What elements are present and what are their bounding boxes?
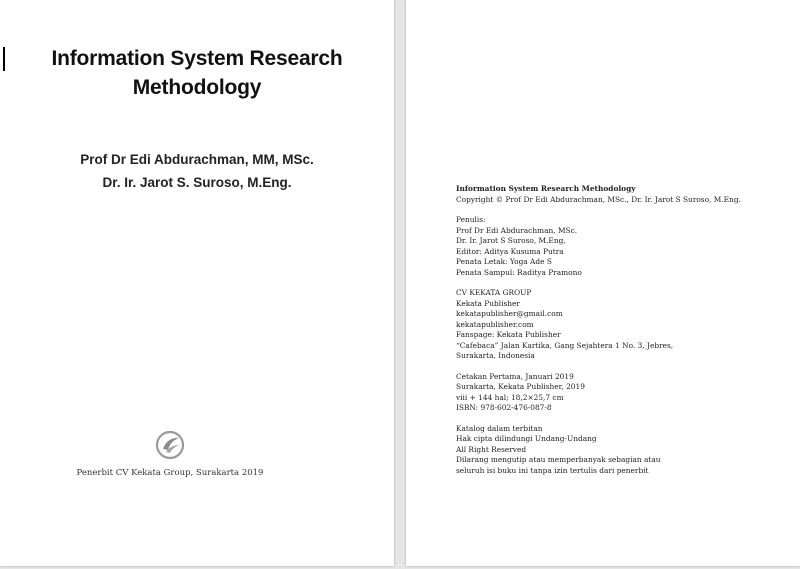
credits-block	[456, 215, 796, 278]
publisher-line: Fanspage: Kekata Publisher	[456, 330, 561, 339]
edition-line: ISBN: 978-602-476-087-8	[456, 403, 552, 412]
edition-line: Cetakan Pertama, Januari 2019	[456, 371, 574, 381]
publisher-line: Kekata Publisher	[456, 298, 520, 308]
edition-block	[456, 372, 796, 414]
edition-line: viii + 144 hal; 18,2×25,7 cm	[456, 392, 564, 402]
credit-line: Editor: Aditya Kusuma Putra	[456, 246, 564, 256]
publisher-line: “Cafebaca” Jalan Kartika, Gang Sejahtera 1 No. 3, Jebres,	[456, 340, 674, 350]
title-line-1: Information System Research	[51, 47, 343, 70]
right-page	[406, 0, 800, 566]
author-2: Dr. Ir. Jarot S. Suroso, M.Eng.	[102, 175, 292, 190]
colophon-heading: Information System Research Methodology	[456, 184, 636, 193]
credit-line: Dr. Ir. Jarot S Suroso, M.Eng,	[456, 236, 566, 245]
publisher-logo-icon	[155, 430, 185, 460]
credit-line: Penata Sampul: Raditya Pramono	[456, 267, 582, 277]
edition-line: Surakarta, Kekata Publisher, 2019	[456, 382, 585, 391]
credit-line: Prof Dr Edi Abdurachman, MSc.	[456, 225, 578, 235]
publisher-line: Surakarta, Indonesia	[456, 351, 535, 360]
publisher-line: CV KEKATA GROUP	[456, 288, 532, 297]
publisher-line: kekatapublisher.com	[456, 319, 534, 329]
left-page	[0, 0, 394, 566]
rights-block	[456, 424, 796, 477]
publisher-footer: Penerbit CV Kekata Group, Surakarta 2019	[76, 468, 264, 478]
author-list	[0, 148, 394, 194]
author-1: Prof Dr Edi Abdurachman, MM, MSc.	[80, 152, 314, 167]
rights-line: All Right Reserved	[456, 444, 527, 454]
rights-line: Katalog dalam terbitan	[456, 423, 543, 433]
colophon	[456, 184, 796, 486]
rights-line: Dilarang mengutip atau memperbanyak sebagian atau	[456, 455, 661, 464]
credit-line: Penulis:	[456, 215, 486, 224]
book-title	[0, 44, 394, 102]
credit-line: Penata Letak: Yoga Ade S	[456, 257, 552, 266]
copyright-line: Copyright © Prof Dr Edi Abdurachman, MSc., Dr. Ir. Jarot S Suroso, M.Eng.	[456, 194, 741, 204]
publisher-line: kekatapublisher@gmail.com	[456, 309, 563, 318]
rights-line: Hak cipta dilindungi Undang-Undang	[456, 434, 597, 443]
rights-line: seluruh isi buku ini tanpa izin tertulis dari penerbit	[456, 465, 649, 475]
heading-block	[456, 184, 796, 205]
publisher-block	[456, 288, 796, 362]
title-line-2: Methodology	[132, 76, 262, 99]
